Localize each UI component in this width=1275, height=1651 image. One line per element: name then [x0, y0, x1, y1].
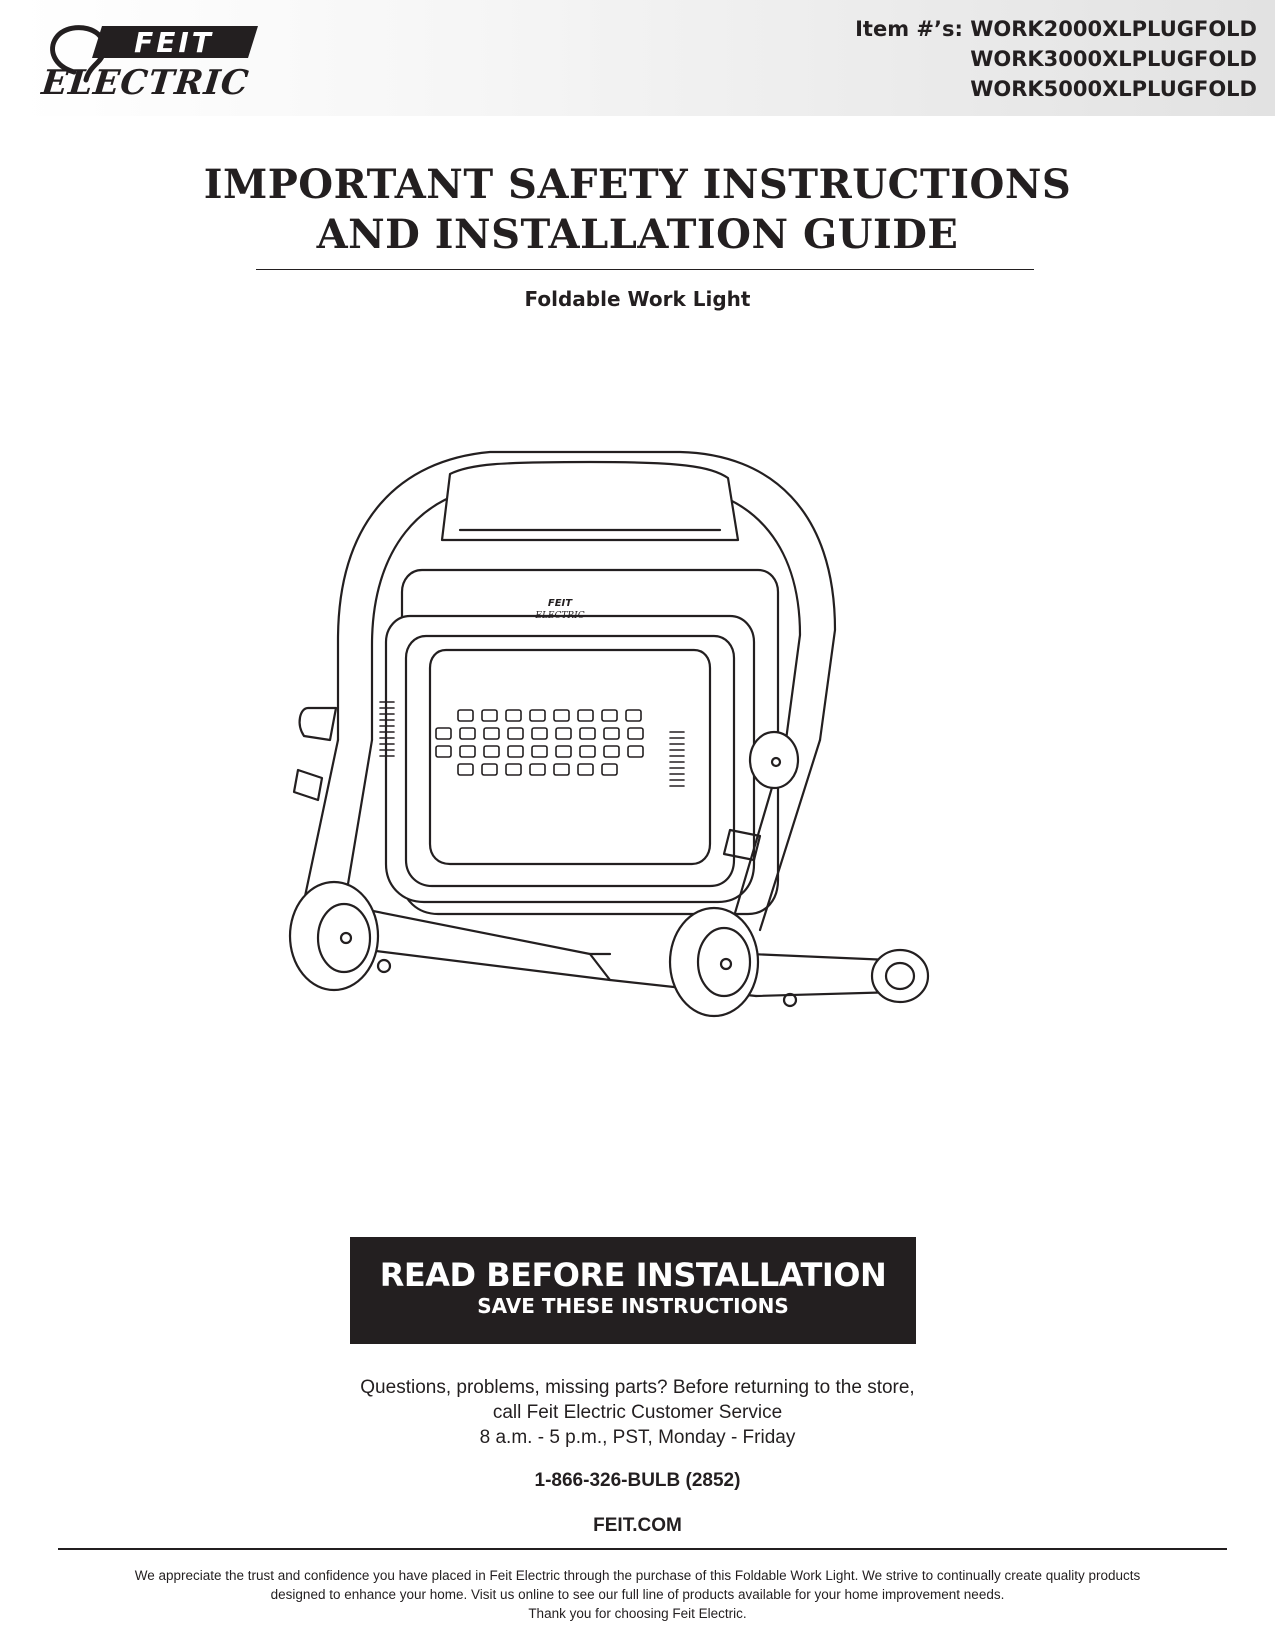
item-number-line: [855, 44, 1257, 74]
read-before-installation-banner: [350, 1237, 916, 1344]
page-subtitle: Foldable Work Light: [524, 287, 751, 311]
title-line-2: AND INSTALLATION GUIDE: [316, 211, 959, 258]
item-numbers: [855, 14, 1257, 104]
contact-line: Questions, problems, missing parts? Before returning to the store,: [360, 1377, 915, 1398]
item-label: Item #’s:: [855, 17, 963, 41]
foldable-work-light-illustration: [260, 440, 1000, 1080]
footer-line: We appreciate the trust and confidence you have placed in Feit Electric through the purchase of this Foldable Work Light. We strive to continually create quality products: [134, 1568, 1141, 1583]
logo-brand-top: FEIT: [134, 26, 214, 59]
title-divider: [256, 269, 1034, 270]
footer-line: designed to enhance your home. Visit us online to see our full line of products available for your home improvement needs.: [270, 1587, 1005, 1602]
feit-electric-logo: [40, 20, 265, 104]
phone-number: 1-866-326-BULB (2852): [534, 1470, 741, 1491]
title-line-1: IMPORTANT SAFETY INSTRUCTIONS: [203, 161, 1072, 208]
lamp-logo-top: FEIT: [547, 598, 573, 609]
item-number: WORK5000XLPLUGFOLD: [970, 77, 1257, 101]
item-number-line: [855, 14, 1257, 44]
footer-divider: [58, 1548, 1227, 1550]
footer-message: [40, 1566, 1235, 1623]
banner-sub-text: SAVE THESE INSTRUCTIONS: [477, 1294, 789, 1318]
contact-line: call Feit Electric Customer Service: [492, 1402, 783, 1423]
item-number: WORK3000XLPLUGFOLD: [970, 47, 1257, 71]
customer-service-info: [0, 1375, 1275, 1450]
website-link: FEIT.COM: [593, 1515, 682, 1536]
logo-brand-bottom: ELECTRIC: [40, 63, 252, 103]
page-title: [0, 160, 1275, 260]
lamp-logo-bottom: ELECTRIC: [535, 611, 585, 621]
banner-main-text: READ BEFORE INSTALLATION: [379, 1256, 887, 1294]
item-number-line: [855, 74, 1257, 104]
contact-line: 8 a.m. - 5 p.m., PST, Monday - Friday: [479, 1427, 796, 1448]
footer-line: Thank you for choosing Feit Electric.: [528, 1606, 747, 1621]
item-number: WORK2000XLPLUGFOLD: [970, 17, 1257, 41]
